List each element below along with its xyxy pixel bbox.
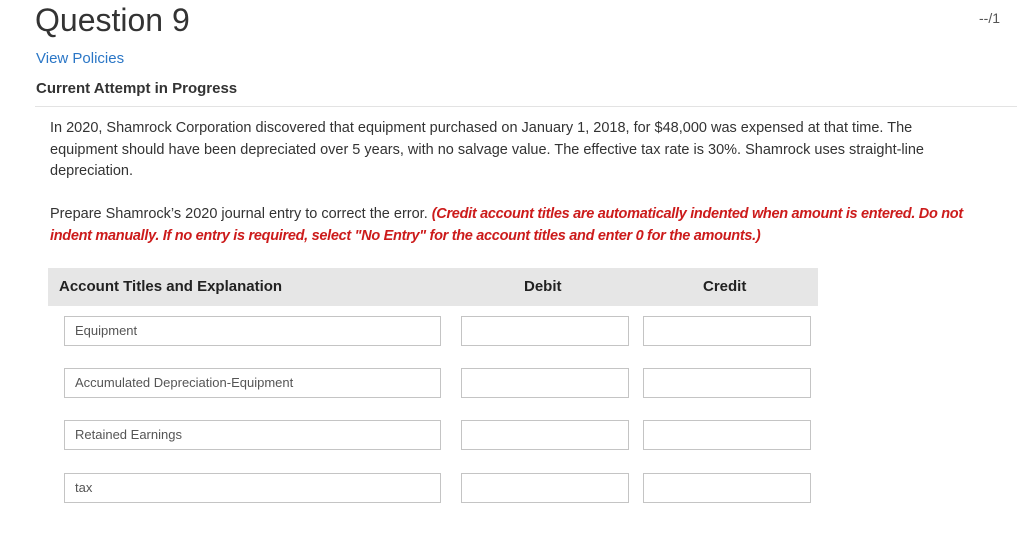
- account-title-input[interactable]: Equipment: [64, 316, 441, 346]
- debit-input[interactable]: [461, 420, 629, 450]
- header-credit: Credit: [703, 278, 747, 295]
- credit-input[interactable]: [643, 473, 811, 503]
- problem-text: In 2020, Shamrock Corporation discovered that equipment purchased on January 1, 2018, for $48,000 was expensed at that time. The equipment should have been depreciated over 5 years, with no salvage value. The effective tax rate is 30%. Shamrock uses straight-line depreciation.: [50, 120, 924, 179]
- problem-prompt-block: [50, 204, 990, 247]
- problem-prompt: Prepare Shamrock’s 2020 journal entry to correct the error.: [50, 206, 428, 222]
- account-title-input[interactable]: tax: [64, 473, 441, 503]
- divider: [35, 106, 1017, 107]
- account-title-input[interactable]: Retained Earnings: [64, 420, 441, 450]
- view-policies-link[interactable]: View Policies: [36, 50, 125, 67]
- header-account-titles: Account Titles and Explanation: [59, 278, 283, 295]
- journal-table-header: [48, 268, 818, 306]
- attempt-status: Current Attempt in Progress: [36, 80, 238, 97]
- header-debit: Debit: [524, 278, 562, 295]
- debit-input[interactable]: [461, 316, 629, 346]
- debit-input[interactable]: [461, 368, 629, 398]
- question-title: Question 9: [35, 2, 190, 38]
- score-indicator: --/1: [979, 10, 1000, 26]
- debit-input[interactable]: [461, 473, 629, 503]
- credit-input[interactable]: [643, 368, 811, 398]
- problem-instructions: (Credit account titles are automatically indented when amount is entered. Do not indent manually. If no entry is required, select "No Entry" for the account titles and enter 0 for the amounts.): [50, 206, 963, 244]
- account-title-input[interactable]: Accumulated Depreciation-Equipment: [64, 368, 441, 398]
- credit-input[interactable]: [643, 420, 811, 450]
- credit-input[interactable]: [643, 316, 811, 346]
